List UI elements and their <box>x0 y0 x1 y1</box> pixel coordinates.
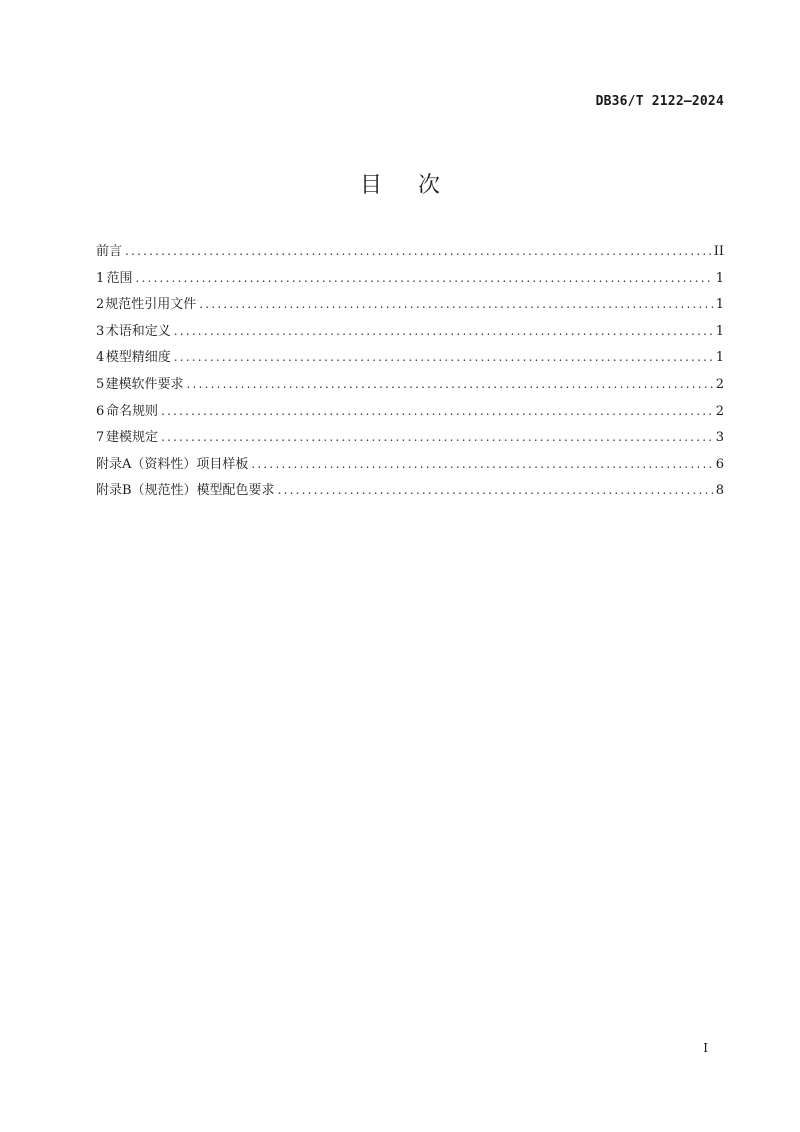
toc-leader-dots <box>174 324 713 338</box>
toc-entry-text: 命名规则 <box>105 403 158 419</box>
toc-entry-foreword[interactable] <box>96 240 724 267</box>
toc-entry-page: 2 <box>715 403 724 419</box>
toc-entry-5[interactable] <box>96 373 724 400</box>
toc-entry-appendix-b[interactable] <box>96 479 724 506</box>
toc-entry-page: 1 <box>715 270 724 286</box>
toc-entry-4[interactable] <box>96 346 724 373</box>
toc-entry-text: 规范性引用文件 <box>105 297 197 313</box>
toc-entry-text: 范围 <box>106 270 133 286</box>
toc-entry-text: 附录B（规范性）模型配色要求 <box>96 483 275 499</box>
toc-entry-text: 模型精细度 <box>105 350 171 366</box>
toc-entry-text: 建模规定 <box>105 430 158 446</box>
toc-entry-page: II <box>713 244 724 259</box>
toc-list <box>96 240 724 506</box>
toc-entry-1[interactable] <box>96 267 724 294</box>
toc-entry-number: 6 <box>96 403 105 419</box>
toc-leader-dots <box>161 404 713 418</box>
toc-entry-number: 4 <box>96 350 105 366</box>
toc-leader-dots <box>174 350 713 364</box>
toc-entry-7[interactable] <box>96 426 724 453</box>
toc-leader-dots <box>187 377 713 391</box>
toc-entry-2[interactable] <box>96 293 724 320</box>
page-number: I <box>703 1041 708 1055</box>
toc-entry-page: 1 <box>715 297 724 313</box>
toc-entry-text: 术语和定义 <box>105 323 171 339</box>
toc-entry-page: 6 <box>715 456 724 472</box>
document-code: DB36/T 2122—2024 <box>595 94 724 109</box>
toc-leader-dots <box>125 244 711 258</box>
toc-leader-dots <box>251 457 712 471</box>
toc-entry-number: 7 <box>96 430 105 446</box>
toc-entry-3[interactable] <box>96 320 724 347</box>
toc-leader-dots <box>278 483 713 497</box>
toc-entry-appendix-a[interactable] <box>96 453 724 480</box>
toc-entry-text: 建模软件要求 <box>105 376 184 392</box>
toc-entry-page: 3 <box>715 430 724 446</box>
toc-entry-text: 前言 <box>96 244 123 259</box>
toc-entry-number: 5 <box>96 376 105 392</box>
toc-entry-page: 8 <box>715 483 724 499</box>
toc-leader-dots <box>199 297 712 311</box>
toc-leader-dots <box>135 271 712 285</box>
toc-entry-number: 1 <box>96 270 105 286</box>
toc-entry-page: 2 <box>715 376 724 392</box>
toc-leader-dots <box>161 430 713 444</box>
toc-entry-number: 2 <box>96 297 105 313</box>
toc-entry-number: 3 <box>96 323 105 339</box>
toc-entry-page: 1 <box>715 350 724 366</box>
toc-title: 目次 <box>359 173 476 198</box>
toc-entry-page: 1 <box>715 323 724 339</box>
toc-entry-6[interactable] <box>96 400 724 427</box>
toc-entry-text: 附录A（资料性）项目样板 <box>96 456 249 472</box>
